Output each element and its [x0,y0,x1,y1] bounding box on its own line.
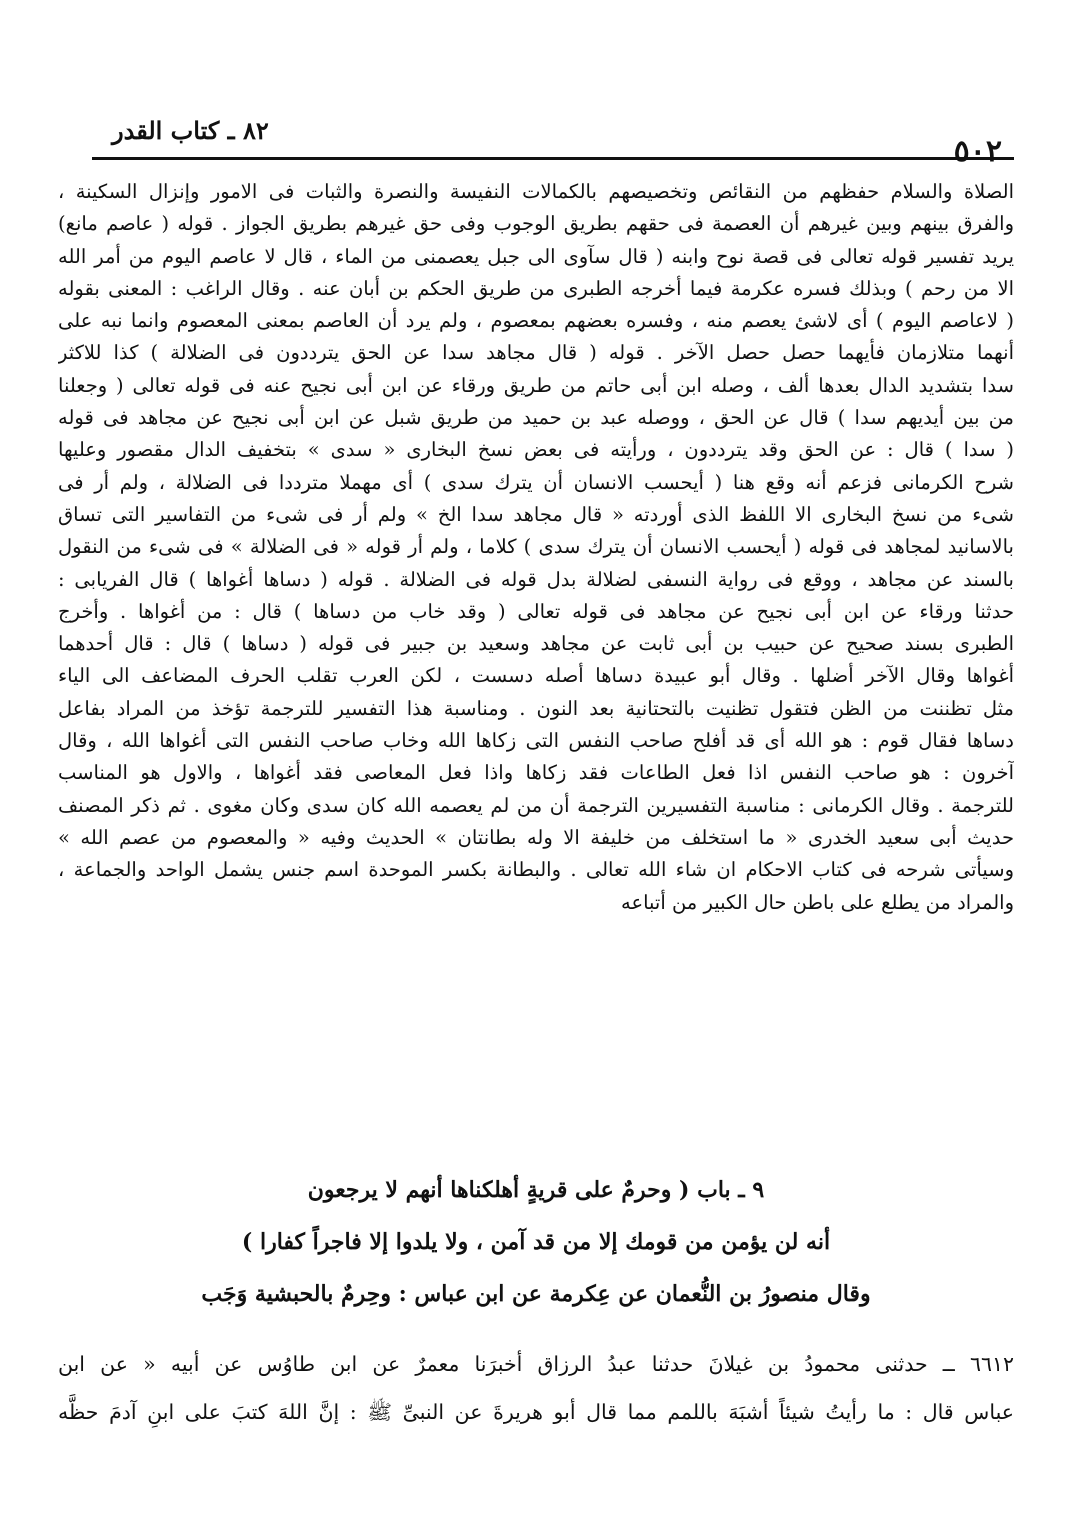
running-title: ٨٢ ـ كتاب القدر [112,116,269,145]
header-divider [92,157,1014,160]
chapter-title-line: ٩ ـ باب ( وحرمٌ على قريةٍ أهلكناها أنهم لا يرجعون [307,1177,765,1203]
text-line: أغواها وقال الآخر أضلها . وقال أبو عبيدة دساها أصله دسست ، لكن العرب تقلب الحرف المضاعف الى الياء [58,664,1014,688]
text-line: بالاسانيد لمجاهد فى قوله ( أيحسب الانسان أن يترك سدى ) كلاما ، ولم أر قوله « فى الضلالة » فى شىء من النقول [58,535,1014,559]
text-line: والمراد من يطلع على باطن حال الكبير من أتباعه [621,890,1014,914]
chapter-heading [58,1164,1014,1320]
text-line: ( سدا ) قال : عن الحق وقد يترددون ، ورأيته فى بعض نسخ البخارى « سدى » بتخفيف الدال مقصور وعليها [58,438,1014,462]
text-line: والفرق بينهم وبين غيرهم أن العصمة فى حقهم بطريق الوجوب وفى حق غيرهم بطريق الجواز . قوله ( عاصم مانع) [58,212,1014,236]
text-line: يريد تفسير قوله تعالى فى قصة نوح وابنه ( قال سآوى الى جبل يعصمنى من الماء ، قال لا عاصم اليوم من أمر الله [58,244,1014,268]
text-line: حديث أبى سعيد الخدرى « ما استخلف من خليفة الا وله بطانتان » الحديث وفيه « والمعصوم من عصم الله » [58,825,1014,849]
text-line: شرح الكرمانى فزعم أنه وقع هنا ( أيحسب الانسان أن يترك سدى ) أى مهملا مترددا فى الضلالة ، ولم أر فى [58,470,1014,494]
text-line: من بين أيديهم سدا ) قال عن الحق ، ووصله عبد بن حميد من طريق شبل عن ابن أبى نجيح عن مجاهد فى قوله [58,406,1014,430]
text-line: بالسند عن مجاهد ، ووقع فى رواية النسفى لضلالة بدل قوله فى الضلالة . قوله ( دساها أغواها ) قال الفريابى : [58,567,1014,591]
text-line: الصلاة والسلام حفظهم من النقائص وتخصيصهم بالكمالات النفيسة والنصرة والثبات فى الامور وإنزال السكينة ، [58,180,1014,203]
chapter-title-line: أنه لن يؤمن من قومك إلا من قد آمن ، ولا يلدوا إلا فاجراً كفارا ) [241,1229,831,1255]
text-line: ( لاعاصم اليوم ) أى لاشئ يعصم منه ، وفسره بعضهم بمعصوم ، ولم يرد أن العاصم بمعنى المعصوم وانما نبه على [58,309,1014,333]
hadith-line: عباس قال : ما رأيتُ شيئاً أشبَهَ باللمم مما قال أبو هريرةَ عن النبىِّ ﷺ : إنَّ اللهَ كتبَ على ابنِ آدمَ حظَّه [58,1400,1014,1424]
text-line: أنهما متلازمان فأيهما حصل حصل الآخر . قوله ( قال مجاهد سدا عن الحق يترددون فى الضلالة ) كذا للاكثر [58,341,1014,365]
text-line: دساها فقال قوم : هو الله أى قد أفلح صاحب النفس التى زكاها الله وخاب صاحب النفس التى أغواها الله ، وقال [58,729,1014,753]
commentary-text [58,176,1014,919]
hadith-line: ٦٦١٢ ــ حدثنى محمودُ بن غيلانَ حدثنا عبدُ الرزاق أخبرَنا معمرٌ عن ابن طاوُس عن أبيه « عن ابن [58,1352,1014,1376]
text-line: آخرون : هو صاحب النفس اذا فعل الطاعات فقد زكاها واذا فعل المعاصى فقد أغواها ، والاول هو المناسب [58,761,1014,785]
text-line: مثل تظننت من الظن فتقول تظنيت بالتحتانية بعد النون . ومناسبة هذا التفسير للترجمة تؤخذ من المراد بفاعل [58,696,1014,720]
chapter-note-line: وقال منصورُ بن النُّعمان عن عِكرمة عن ابن عباس : وحِرمٌ بالحبشية وَجَب [201,1281,871,1307]
page-number: ٥٠٢ [953,134,1002,169]
text-line: وسيأتى شرحه فى كتاب الاحكام ان شاء الله تعالى . والبطانة بكسر الموحدة اسم جنس يشمل الواحد والجماعة ، [58,858,1014,882]
text-line: الا من رحم ) وبذلك فسره عكرمة فيما أخرجه الطبرى من طريق الحكم بن أبان عنه . وقال الراغب : المعنى بقوله [58,276,1014,300]
text-line: الطبرى بسند صحيح عن حبيب بن أبى ثابت عن مجاهد وسعيد بن جبير فى قوله ( دساها ) قال : قال أحدهما [58,632,1014,656]
text-line: شىء من نسخ البخارى الا اللفظ الذى أوردته « قال مجاهد سدا الخ » ولم أر فى شىء من التفاسير التى تساق [58,502,1014,526]
text-line: سدا بتشديد الدال بعدها ألف ، وصله ابن أبى حاتم من طريق ورقاء عن ابن أبى نجيح عنه فى قوله تعالى ( وجعلنا [58,373,1014,397]
text-line: حدثنا ورقاء عن ابن أبى نجيح عن مجاهد فى قوله تعالى ( وقد خاب من دساها ) قال : من أغواها . وأخرج [58,599,1014,623]
hadith-text [58,1340,1014,1436]
text-line: للترجمة . وقال الكرمانى : مناسبة التفسيرين الترجمة أن من لم يعصمه الله كان سدى وكان مغوى . ثم ذكر المصنف [58,793,1014,817]
page-header [92,116,1002,168]
